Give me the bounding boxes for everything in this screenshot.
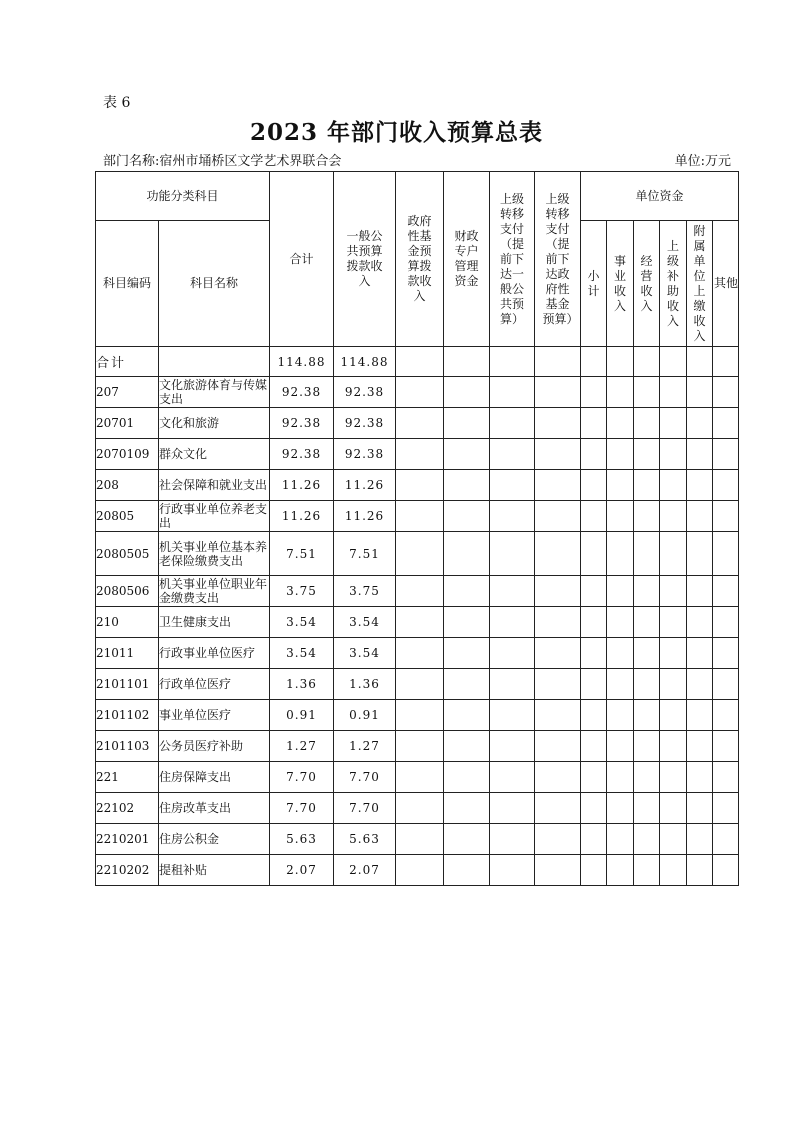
row-code: 22102 [96, 793, 159, 824]
row-total: 5.63 [270, 824, 334, 855]
row-general: 11.26 [334, 470, 396, 501]
row-name: 行政事业单位养老支出 [159, 501, 270, 532]
table-cell [607, 762, 634, 793]
table-cell [444, 762, 490, 793]
table-cell [490, 377, 535, 408]
table-cell [444, 377, 490, 408]
other-header [713, 221, 739, 347]
table-cell [490, 470, 535, 501]
table-cell [490, 607, 535, 638]
table-cell [535, 347, 581, 377]
table-cell [607, 576, 634, 607]
table-cell [396, 408, 444, 439]
total-row-total: 114.88 [270, 347, 334, 377]
table-cell [581, 532, 607, 576]
table-cell [444, 793, 490, 824]
table-row [96, 470, 739, 501]
table-cell [634, 439, 660, 470]
budget-table [95, 171, 739, 886]
table-cell [396, 501, 444, 532]
table-cell [713, 347, 739, 377]
row-total: 2.07 [270, 855, 334, 886]
table-row [96, 793, 739, 824]
table-cell [581, 762, 607, 793]
table-cell [444, 347, 490, 377]
table-cell [607, 824, 634, 855]
row-general: 1.36 [334, 669, 396, 700]
row-total: 11.26 [270, 501, 334, 532]
table-cell [713, 855, 739, 886]
table-cell [581, 576, 607, 607]
total-row [96, 347, 739, 377]
table-cell [660, 669, 687, 700]
table-cell [607, 731, 634, 762]
row-total: 7.70 [270, 762, 334, 793]
table-cell [490, 669, 535, 700]
table-cell [713, 576, 739, 607]
table-cell [581, 470, 607, 501]
table-cell [660, 638, 687, 669]
table-cell [535, 824, 581, 855]
row-general: 3.75 [334, 576, 396, 607]
table-cell [396, 347, 444, 377]
table-cell [687, 377, 713, 408]
table-cell [713, 439, 739, 470]
row-total: 92.38 [270, 377, 334, 408]
row-name: 提租补贴 [159, 855, 270, 886]
row-total: 92.38 [270, 408, 334, 439]
row-general: 5.63 [334, 824, 396, 855]
table-cell [444, 638, 490, 669]
table-cell [634, 793, 660, 824]
table-cell [660, 532, 687, 576]
row-name: 行政事业单位医疗 [159, 638, 270, 669]
row-total: 11.26 [270, 470, 334, 501]
table-cell [581, 439, 607, 470]
table-cell [396, 731, 444, 762]
table-cell [660, 824, 687, 855]
subtotal-header-text: 小计 [587, 268, 600, 298]
table-cell [490, 824, 535, 855]
unit-label: 单位:万元 [674, 154, 731, 169]
table-cell [634, 700, 660, 731]
table-row [96, 762, 739, 793]
row-name: 文化旅游体育与传媒支出 [159, 377, 270, 408]
gov-fund-header-text: 政府性基金预算拨款收入 [407, 214, 432, 303]
table-cell [581, 669, 607, 700]
table-cell [444, 470, 490, 501]
row-general: 3.54 [334, 638, 396, 669]
row-name: 机关事业单位职业年金缴费支出 [159, 576, 270, 607]
table-cell [713, 470, 739, 501]
row-name: 住房公积金 [159, 824, 270, 855]
row-general: 92.38 [334, 439, 396, 470]
row-code: 20805 [96, 501, 159, 532]
row-code: 210 [96, 607, 159, 638]
table-cell [444, 532, 490, 576]
row-name: 文化和旅游 [159, 408, 270, 439]
row-general: 0.91 [334, 700, 396, 731]
row-total: 1.36 [270, 669, 334, 700]
upper-general-header [490, 172, 535, 347]
table-cell [634, 762, 660, 793]
table-cell [713, 501, 739, 532]
table-cell [396, 377, 444, 408]
table-cell [490, 731, 535, 762]
row-name: 卫生健康支出 [159, 607, 270, 638]
table-cell [490, 532, 535, 576]
table-cell [660, 377, 687, 408]
unit-funds-header: 单位资金 [581, 172, 739, 221]
table-cell [660, 439, 687, 470]
department-name: 部门名称:宿州市埇桥区文学艺术界联合会 [103, 154, 342, 169]
table-cell [581, 638, 607, 669]
row-code: 2210201 [96, 824, 159, 855]
table-cell [444, 669, 490, 700]
table-cell [687, 700, 713, 731]
table-cell [490, 700, 535, 731]
table-row [96, 824, 739, 855]
table-cell [713, 532, 739, 576]
table-cell [535, 793, 581, 824]
row-code: 21011 [96, 638, 159, 669]
row-name: 社会保障和就业支出 [159, 470, 270, 501]
table-cell [687, 439, 713, 470]
row-general: 3.54 [334, 607, 396, 638]
table-cell [535, 408, 581, 439]
table-cell [634, 377, 660, 408]
table-cell [444, 700, 490, 731]
table-number-label: 表 6 [103, 95, 131, 111]
table-cell [634, 824, 660, 855]
upper-subsidy-header-text: 上级补助收入 [667, 238, 680, 328]
table-cell [535, 439, 581, 470]
table-cell [634, 470, 660, 501]
table-cell [490, 638, 535, 669]
table-cell [535, 731, 581, 762]
table-cell [581, 347, 607, 377]
table-cell [634, 576, 660, 607]
affiliated-income-header-text: 附属单位上缴收入 [693, 223, 706, 343]
table-row [96, 638, 739, 669]
table-cell [607, 855, 634, 886]
function-category-header: 功能分类科目 [96, 172, 270, 221]
table-cell [581, 607, 607, 638]
table-cell [444, 439, 490, 470]
table-row [96, 855, 739, 886]
row-general: 7.51 [334, 532, 396, 576]
fiscal-special-header [444, 172, 490, 347]
table-cell [713, 638, 739, 669]
row-general: 7.70 [334, 762, 396, 793]
table-cell [396, 762, 444, 793]
table-cell [660, 470, 687, 501]
row-name: 机关事业单位基本养老保险缴费支出 [159, 532, 270, 576]
row-code: 2101103 [96, 731, 159, 762]
row-total: 1.27 [270, 731, 334, 762]
table-cell [581, 824, 607, 855]
row-name: 群众文化 [159, 439, 270, 470]
code-header: 科目编码 [96, 221, 159, 347]
row-name: 住房保障支出 [159, 762, 270, 793]
row-general: 92.38 [334, 408, 396, 439]
table-cell [396, 793, 444, 824]
table-cell [634, 408, 660, 439]
total-row-general: 114.88 [334, 347, 396, 377]
row-code: 20701 [96, 408, 159, 439]
table-row [96, 669, 739, 700]
table-cell [490, 408, 535, 439]
table-cell [687, 576, 713, 607]
table-cell [396, 576, 444, 607]
table-cell [713, 762, 739, 793]
table-cell [687, 824, 713, 855]
table-cell [660, 501, 687, 532]
table-row [96, 700, 739, 731]
row-name: 住房改革支出 [159, 793, 270, 824]
table-cell [660, 576, 687, 607]
table-row [96, 576, 739, 607]
table-cell [634, 501, 660, 532]
row-total: 0.91 [270, 700, 334, 731]
table-cell [634, 855, 660, 886]
business-income-header-text: 事业收入 [614, 253, 627, 313]
table-cell [687, 669, 713, 700]
table-cell [535, 607, 581, 638]
row-code: 221 [96, 762, 159, 793]
general-budget-header [334, 172, 396, 347]
table-cell [535, 638, 581, 669]
general-budget-header-text: 一般公共预算拨款收入 [346, 229, 383, 288]
row-name: 公务员医疗补助 [159, 731, 270, 762]
table-cell [687, 408, 713, 439]
table-cell [634, 638, 660, 669]
upper-subsidy-header [660, 221, 687, 347]
row-code: 2070109 [96, 439, 159, 470]
table-row [96, 377, 739, 408]
table-cell [634, 669, 660, 700]
row-code: 2080506 [96, 576, 159, 607]
table-cell [396, 638, 444, 669]
table-cell [581, 408, 607, 439]
table-cell [490, 576, 535, 607]
table-cell [607, 669, 634, 700]
table-cell [713, 824, 739, 855]
row-total: 3.54 [270, 607, 334, 638]
table-cell [396, 532, 444, 576]
other-header-text: 其他 [714, 276, 739, 290]
table-cell [535, 532, 581, 576]
row-total: 3.75 [270, 576, 334, 607]
table-cell [490, 501, 535, 532]
table-cell [535, 501, 581, 532]
table-cell [444, 824, 490, 855]
table-cell [660, 762, 687, 793]
business-income-header [607, 221, 634, 347]
table-cell [444, 607, 490, 638]
table-cell [607, 638, 634, 669]
table-cell [535, 700, 581, 731]
table-cell [396, 439, 444, 470]
table-cell [444, 501, 490, 532]
table-cell [634, 607, 660, 638]
table-cell [444, 408, 490, 439]
table-cell [634, 532, 660, 576]
table-cell [687, 501, 713, 532]
table-cell [660, 408, 687, 439]
gov-fund-header [396, 172, 444, 347]
table-cell [581, 731, 607, 762]
table-cell [159, 347, 270, 377]
table-cell [660, 700, 687, 731]
table-cell [396, 855, 444, 886]
table-row [96, 532, 739, 576]
row-general: 11.26 [334, 501, 396, 532]
table-cell [713, 669, 739, 700]
name-header: 科目名称 [159, 221, 270, 347]
table-cell [490, 347, 535, 377]
table-cell [660, 793, 687, 824]
table-cell [660, 731, 687, 762]
table-cell [607, 532, 634, 576]
table-cell [535, 762, 581, 793]
row-total: 3.54 [270, 638, 334, 669]
table-cell [535, 377, 581, 408]
table-cell [444, 576, 490, 607]
table-cell [444, 855, 490, 886]
table-cell [713, 408, 739, 439]
total-header: 合计 [270, 172, 334, 347]
table-cell [396, 700, 444, 731]
table-row [96, 408, 739, 439]
table-cell [713, 731, 739, 762]
table-cell [535, 470, 581, 501]
table-cell [687, 855, 713, 886]
table-cell [581, 700, 607, 731]
table-cell [396, 470, 444, 501]
table-cell [535, 576, 581, 607]
row-total: 7.70 [270, 793, 334, 824]
table-cell [607, 793, 634, 824]
table-cell [687, 762, 713, 793]
operating-income-header [634, 221, 660, 347]
table-cell [634, 347, 660, 377]
table-cell [660, 855, 687, 886]
row-general: 7.70 [334, 793, 396, 824]
table-cell [607, 700, 634, 731]
table-cell [607, 408, 634, 439]
table-cell [687, 470, 713, 501]
upper-fund-header [535, 172, 581, 347]
table-row [96, 731, 739, 762]
row-code: 2101102 [96, 700, 159, 731]
table-cell [660, 347, 687, 377]
table-cell [490, 762, 535, 793]
table-cell [535, 669, 581, 700]
row-total: 7.51 [270, 532, 334, 576]
row-name: 事业单位医疗 [159, 700, 270, 731]
row-general: 2.07 [334, 855, 396, 886]
table-cell [607, 607, 634, 638]
table-cell [581, 377, 607, 408]
table-cell [396, 824, 444, 855]
table-cell [713, 607, 739, 638]
table-cell [581, 855, 607, 886]
table-cell [535, 855, 581, 886]
fiscal-special-header-text: 财政专户管理资金 [454, 229, 479, 288]
table-row [96, 501, 739, 532]
table-cell [713, 793, 739, 824]
table-cell [396, 669, 444, 700]
row-code: 2101101 [96, 669, 159, 700]
affiliated-income-header [687, 221, 713, 347]
table-cell [634, 731, 660, 762]
table-cell [607, 347, 634, 377]
page-title: 2023 年部门收入预算总表 [249, 119, 544, 146]
upper-general-header-text: 上级转移支付（提前下达一般公共预算） [500, 191, 525, 326]
table-cell [713, 700, 739, 731]
upper-fund-header-text: 上级转移支付（提前下达政府性基金预算） [542, 191, 579, 326]
table-cell [687, 607, 713, 638]
table-cell [607, 501, 634, 532]
row-code: 2080505 [96, 532, 159, 576]
table-cell [444, 731, 490, 762]
table-cell [607, 439, 634, 470]
subtotal-header [581, 221, 607, 347]
row-general: 1.27 [334, 731, 396, 762]
table-row [96, 607, 739, 638]
table-cell [687, 793, 713, 824]
table-cell [607, 377, 634, 408]
total-row-label: 合计 [96, 347, 159, 377]
table-cell [687, 347, 713, 377]
table-cell [581, 501, 607, 532]
row-code: 2210202 [96, 855, 159, 886]
table-cell [581, 793, 607, 824]
table-cell [687, 638, 713, 669]
table-row [96, 439, 739, 470]
row-total: 92.38 [270, 439, 334, 470]
table-cell [660, 607, 687, 638]
row-general: 92.38 [334, 377, 396, 408]
table-cell [713, 377, 739, 408]
table-cell [687, 731, 713, 762]
row-code: 207 [96, 377, 159, 408]
table-cell [490, 793, 535, 824]
table-cell [687, 532, 713, 576]
table-cell [607, 470, 634, 501]
row-name: 行政单位医疗 [159, 669, 270, 700]
table-cell [396, 607, 444, 638]
table-cell [490, 855, 535, 886]
row-code: 208 [96, 470, 159, 501]
operating-income-header-text: 经营收入 [640, 253, 653, 313]
table-cell [490, 439, 535, 470]
